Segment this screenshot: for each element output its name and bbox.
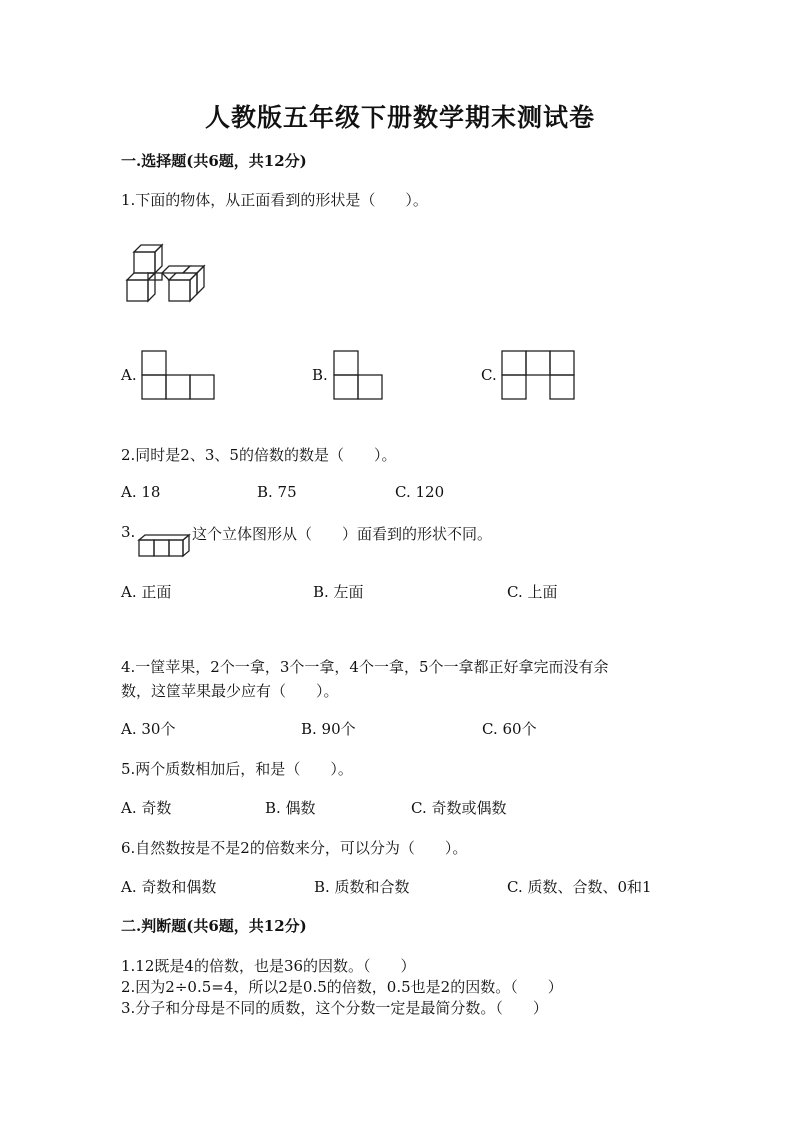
question-3-option-c[interactable]: C. 上面 (507, 583, 558, 601)
question-5-stem: 5.两个质数相加后，和是（ ）。 (121, 760, 353, 778)
question-1-option-b-figure (333, 350, 383, 399)
question-6-stem: 6.自然数按是不是2的倍数来分，可以分为（ ）。 (121, 839, 468, 857)
question-6-option-b[interactable]: B. 质数和合数 (314, 878, 410, 896)
question-5-option-b[interactable]: B. 偶数 (265, 799, 316, 817)
question-1-option-a-figure (141, 350, 215, 399)
question-4-stem-line-1: 4.一筐苹果，2个一拿，3个一拿，4个一拿，5个一拿都正好拿完而没有余 (121, 658, 609, 676)
question-2-stem: 2.同时是2、3、5的倍数的数是（ ）。 (121, 446, 397, 464)
page-title: 人教版五年级下册数学期末测试卷 (204, 103, 595, 132)
question-1-option-b[interactable]: B. (312, 366, 328, 384)
question-3-number: 3. (121, 523, 136, 541)
question-1-option-c[interactable]: C. (481, 366, 497, 384)
question-3-stem: 这个立体图形从（ ）面看到的形状不同。 (192, 525, 493, 543)
question-4-option-c[interactable]: C. 60个 (482, 720, 537, 738)
question-1-cube-figure (124, 244, 206, 306)
question-5-option-a[interactable]: A. 奇数 (121, 799, 172, 817)
question-3-option-b[interactable]: B. 左面 (313, 583, 364, 601)
judge-question-3: 3.分子和分母是不同的质数，这个分数一定是最简分数。（ ） (121, 999, 548, 1017)
question-2-option-a[interactable]: A. 18 (121, 483, 161, 501)
question-1-stem: 1.下面的物体，从正面看到的形状是（ ）。 (121, 191, 428, 209)
question-1-option-c-figure (501, 350, 575, 399)
question-3-cuboid-figure (138, 534, 190, 558)
judge-question-1: 1.12既是4的倍数，也是36的因数。（ ） (121, 957, 416, 975)
question-1-option-a[interactable]: A. (121, 366, 137, 384)
question-5-option-c[interactable]: C. 奇数或偶数 (411, 799, 507, 817)
question-4-stem-line-2: 数，这筐苹果最少应有（ ）。 (121, 682, 339, 700)
question-6-option-a[interactable]: A. 奇数和偶数 (121, 878, 217, 896)
section-heading-judge: 二.判断题(共6题，共12分) (121, 917, 307, 935)
question-2-option-c[interactable]: C. 120 (395, 483, 445, 501)
section-heading-choice: 一.选择题(共6题，共12分) (121, 152, 307, 170)
question-4-option-b[interactable]: B. 90个 (301, 720, 356, 738)
judge-question-2: 2.因为2÷0.5=4，所以2是0.5的倍数，0.5也是2的因数。（ ） (121, 978, 563, 996)
question-6-option-c[interactable]: C. 质数、合数、0和1 (507, 878, 652, 896)
question-2-option-b[interactable]: B. 75 (257, 483, 297, 501)
question-4-option-a[interactable]: A. 30个 (121, 720, 176, 738)
question-3-option-a[interactable]: A. 正面 (121, 583, 172, 601)
